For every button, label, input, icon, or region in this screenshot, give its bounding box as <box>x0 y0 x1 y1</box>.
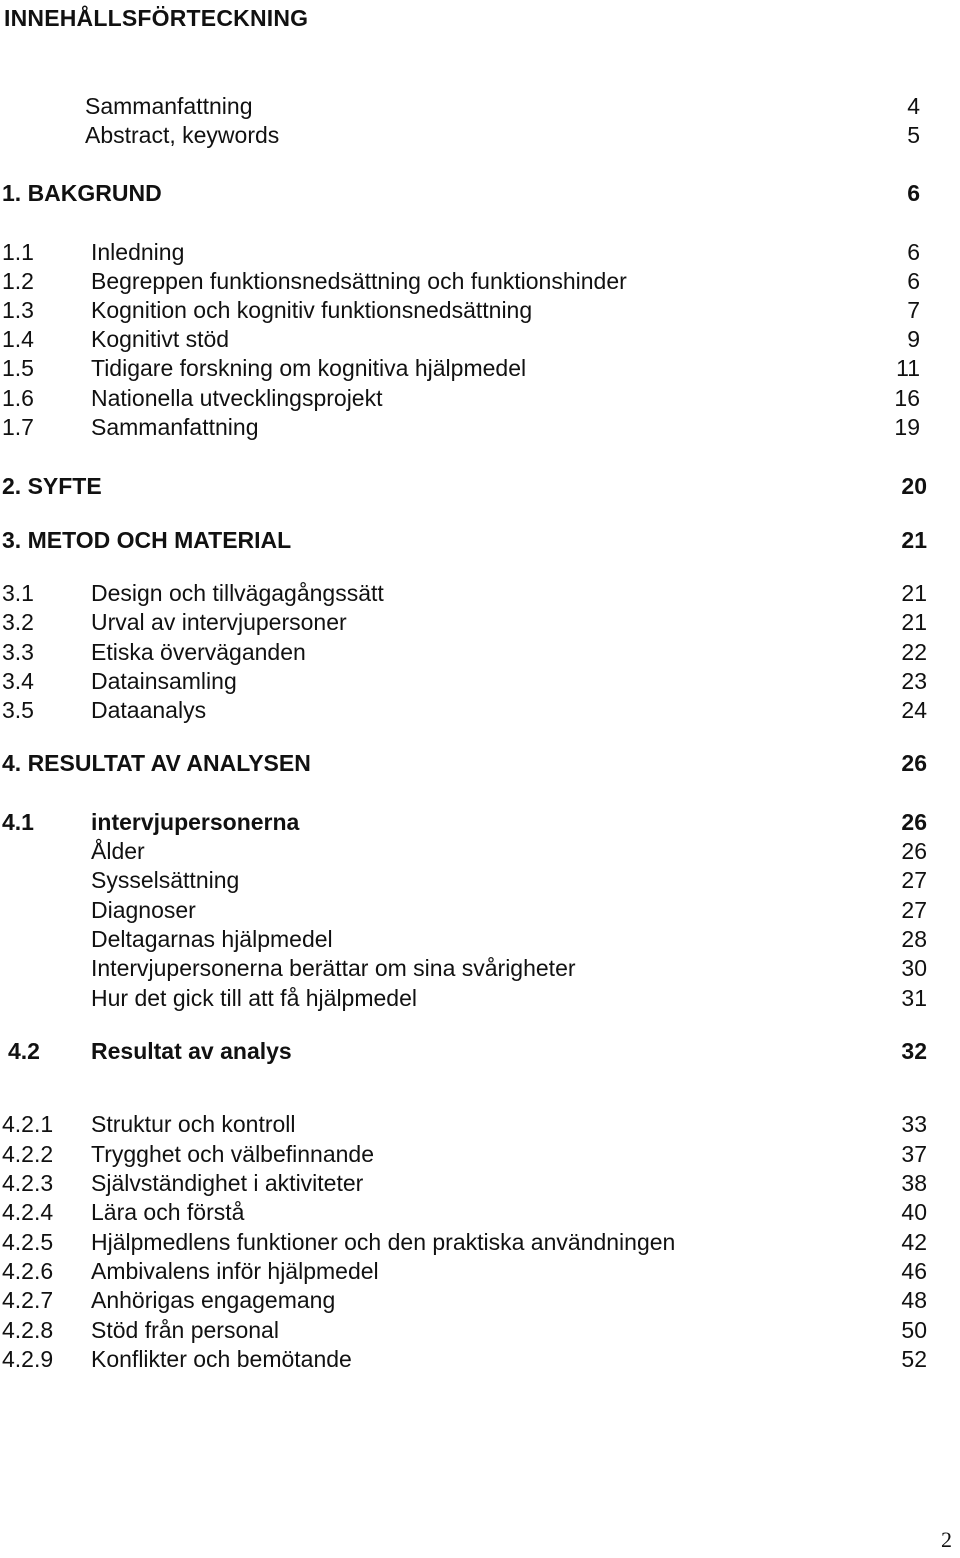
toc-entry-title: Lära och förstå <box>91 1199 245 1225</box>
toc-entry-title: Urval av intervjupersoner <box>91 609 347 635</box>
toc-entry-number: 4.2.1 <box>2 1111 54 1137</box>
toc-entry[interactable] <box>0 1141 960 1170</box>
toc-subentry[interactable] <box>0 838 960 867</box>
toc-entry-title: Kognitivt stöd <box>91 326 230 352</box>
toc-entry-title: Hur det gick till att få hjälpmedel <box>91 985 417 1011</box>
toc-entry[interactable] <box>0 668 960 697</box>
toc-entry-number: 1.5 <box>2 355 34 381</box>
toc-entry[interactable] <box>0 639 960 668</box>
toc-entry-title: Sammanfattning <box>85 93 253 119</box>
toc-entry-title: Etiska överväganden <box>91 639 306 665</box>
toc-entry-number: 4.2.6 <box>2 1258 54 1284</box>
toc-entry-number: 4.2 <box>8 1038 40 1064</box>
toc-section-label: 4. RESULTAT AV ANALYSEN <box>2 750 311 776</box>
toc-entry[interactable] <box>0 122 960 151</box>
toc-entry-page: 21 <box>901 580 927 606</box>
toc-entry-number: 1.1 <box>2 239 34 265</box>
toc-entry-page: 27 <box>901 867 927 893</box>
toc-subentry[interactable] <box>0 867 960 896</box>
toc-entry-page: 5 <box>907 122 920 148</box>
toc-entry-title: Begreppen funktionsnedsättning och funktionshinder <box>91 268 627 294</box>
toc-subentry[interactable] <box>0 897 960 926</box>
toc-entry-number: 3.5 <box>2 697 34 723</box>
toc-entry-number: 3.1 <box>2 580 34 606</box>
toc-entry-number: 1.4 <box>2 326 34 352</box>
toc-entry[interactable] <box>0 1229 960 1258</box>
toc-entry-title: Datainsamling <box>91 668 237 694</box>
toc-entry-title: Nationella utvecklingsprojekt <box>91 385 383 411</box>
toc-entry[interactable] <box>0 297 960 326</box>
toc-entry-page: 6 <box>907 239 920 265</box>
toc-entry[interactable] <box>0 697 960 726</box>
toc-entry-title: Konflikter och bemötande <box>91 1346 352 1372</box>
toc-entry-page: 31 <box>901 985 927 1011</box>
toc-entry-page: 21 <box>901 609 927 635</box>
toc-entry-page: 7 <box>907 297 920 323</box>
toc-entry-page: 22 <box>901 639 927 665</box>
toc-section-label: 3. METOD OCH MATERIAL <box>2 527 292 553</box>
toc-entry-page: 24 <box>901 697 927 723</box>
toc-heading: INNEHÅLLSFÖRTECKNING <box>4 5 309 31</box>
toc-entry-page: 42 <box>901 1229 927 1255</box>
toc-entry[interactable] <box>0 1258 960 1287</box>
toc-entry-page: 30 <box>901 955 927 981</box>
toc-section-heading[interactable] <box>0 473 960 502</box>
toc-entry-number: 4.2.3 <box>2 1170 54 1196</box>
toc-entry[interactable] <box>0 414 960 443</box>
toc-entry-title: intervjupersonerna <box>91 809 300 835</box>
toc-entry[interactable] <box>0 239 960 268</box>
toc-entry-page: 48 <box>901 1287 927 1313</box>
toc-entry-title: Deltagarnas hjälpmedel <box>91 926 333 952</box>
toc-entry-number: 4.2.7 <box>2 1287 54 1313</box>
toc-subentry[interactable] <box>0 955 960 984</box>
toc-entry-number: 3.2 <box>2 609 34 635</box>
toc-entry-page: 28 <box>901 926 927 952</box>
toc-entry-page: 27 <box>901 897 927 923</box>
toc-entry[interactable] <box>0 1111 960 1140</box>
toc-entry-title: Struktur och kontroll <box>91 1111 296 1137</box>
page-number: 2 <box>941 1527 952 1552</box>
toc-entry-title: Inledning <box>91 239 185 265</box>
toc-entry-page: 52 <box>901 1346 927 1372</box>
toc-entry-title: Ambivalens inför hjälpmedel <box>91 1258 379 1284</box>
toc-entry-number: 4.2.5 <box>2 1229 54 1255</box>
toc-subentry[interactable] <box>0 926 960 955</box>
toc-entry-title: Trygghet och välbefinnande <box>91 1141 375 1167</box>
toc-entry-number: 4.1 <box>2 809 34 835</box>
toc-entry-page: 11 <box>896 355 920 381</box>
toc-entry[interactable] <box>0 1317 960 1346</box>
toc-entry-title: Dataanalys <box>91 697 207 723</box>
toc-section-heading[interactable] <box>0 180 960 209</box>
toc-entry-number: 1.6 <box>2 385 34 411</box>
toc-entry-number: 3.3 <box>2 639 34 665</box>
toc-entry-title: Självständighet i aktiviteter <box>91 1170 364 1196</box>
toc-entry-number: 1.2 <box>2 268 34 294</box>
toc-entry-title: Stöd från personal <box>91 1317 279 1343</box>
toc-entry-page: 26 <box>901 750 927 776</box>
toc-entry-title: Anhörigas engagemang <box>91 1287 336 1313</box>
toc-entry-page: 21 <box>901 527 927 553</box>
toc-entry-number: 4.2.2 <box>2 1141 54 1167</box>
toc-entry-number: 4.2.9 <box>2 1346 54 1372</box>
toc-entry-page: 16 <box>894 385 920 411</box>
toc-entry-title: Kognition och kognitiv funktionsnedsättning <box>91 297 533 323</box>
toc-entry[interactable] <box>0 580 960 609</box>
toc-entry-title: Diagnoser <box>91 897 196 923</box>
toc-entry-page: 26 <box>901 838 927 864</box>
toc-entry[interactable] <box>0 1199 960 1228</box>
toc-entry[interactable] <box>0 809 960 838</box>
toc-entry-number: 4.2.8 <box>2 1317 54 1343</box>
toc-entry-page: 23 <box>901 668 927 694</box>
toc-entry-title: Ålder <box>91 838 145 864</box>
toc-entry-title: Tidigare forskning om kognitiva hjälpmedel <box>91 355 527 381</box>
toc-entry[interactable] <box>0 1170 960 1199</box>
toc-entry-page: 4 <box>907 93 920 119</box>
toc-entry[interactable] <box>0 268 960 297</box>
toc-entry-title: Sammanfattning <box>91 414 259 440</box>
toc-entry-page: 6 <box>907 268 920 294</box>
toc-subentry[interactable] <box>0 985 960 1014</box>
toc-entry-title: Intervjupersonerna berättar om sina svårigheter <box>91 955 576 981</box>
toc-entry-title: Hjälpmedlens funktioner och den praktiska användningen <box>91 1229 676 1255</box>
toc-entry-page: 46 <box>901 1258 927 1284</box>
toc-entry[interactable] <box>0 355 960 384</box>
toc-section-heading[interactable] <box>0 527 960 556</box>
toc-section-heading[interactable] <box>0 750 960 779</box>
toc-section-label: 2. SYFTE <box>2 473 102 499</box>
toc-entry[interactable] <box>0 1346 960 1375</box>
toc-entry-title: Sysselsättning <box>91 867 240 893</box>
toc-entry-title: Resultat av analys <box>91 1038 292 1064</box>
toc-entry-page: 6 <box>907 180 920 206</box>
toc-entry[interactable] <box>0 1287 960 1316</box>
toc-entry-page: 37 <box>901 1141 927 1167</box>
toc-entry-number: 4.2.4 <box>2 1199 54 1225</box>
toc-entry-page: 50 <box>901 1317 927 1343</box>
toc-entry-page: 40 <box>901 1199 927 1225</box>
toc-entry-title: Abstract, keywords <box>85 122 280 148</box>
toc-section-label: 1. BAKGRUND <box>2 180 162 206</box>
toc-entry[interactable] <box>0 609 960 638</box>
toc-entry[interactable] <box>0 1038 960 1067</box>
toc-entry[interactable] <box>0 93 960 122</box>
toc-entry-page: 33 <box>901 1111 927 1137</box>
toc-entry-page: 32 <box>901 1038 927 1064</box>
toc-entry[interactable] <box>0 326 960 355</box>
toc-entry-page: 38 <box>901 1170 927 1196</box>
toc-entry-page: 26 <box>901 809 927 835</box>
toc-entry-number: 3.4 <box>2 668 34 694</box>
toc-entry-number: 1.7 <box>2 414 34 440</box>
toc-entry-page: 9 <box>907 326 920 352</box>
toc-entry-title: Design och tillvägagångssätt <box>91 580 384 606</box>
toc-entry-page: 19 <box>894 414 920 440</box>
toc-entry[interactable] <box>0 385 960 414</box>
toc-entry-page: 20 <box>901 473 927 499</box>
toc-entry-number: 1.3 <box>2 297 34 323</box>
